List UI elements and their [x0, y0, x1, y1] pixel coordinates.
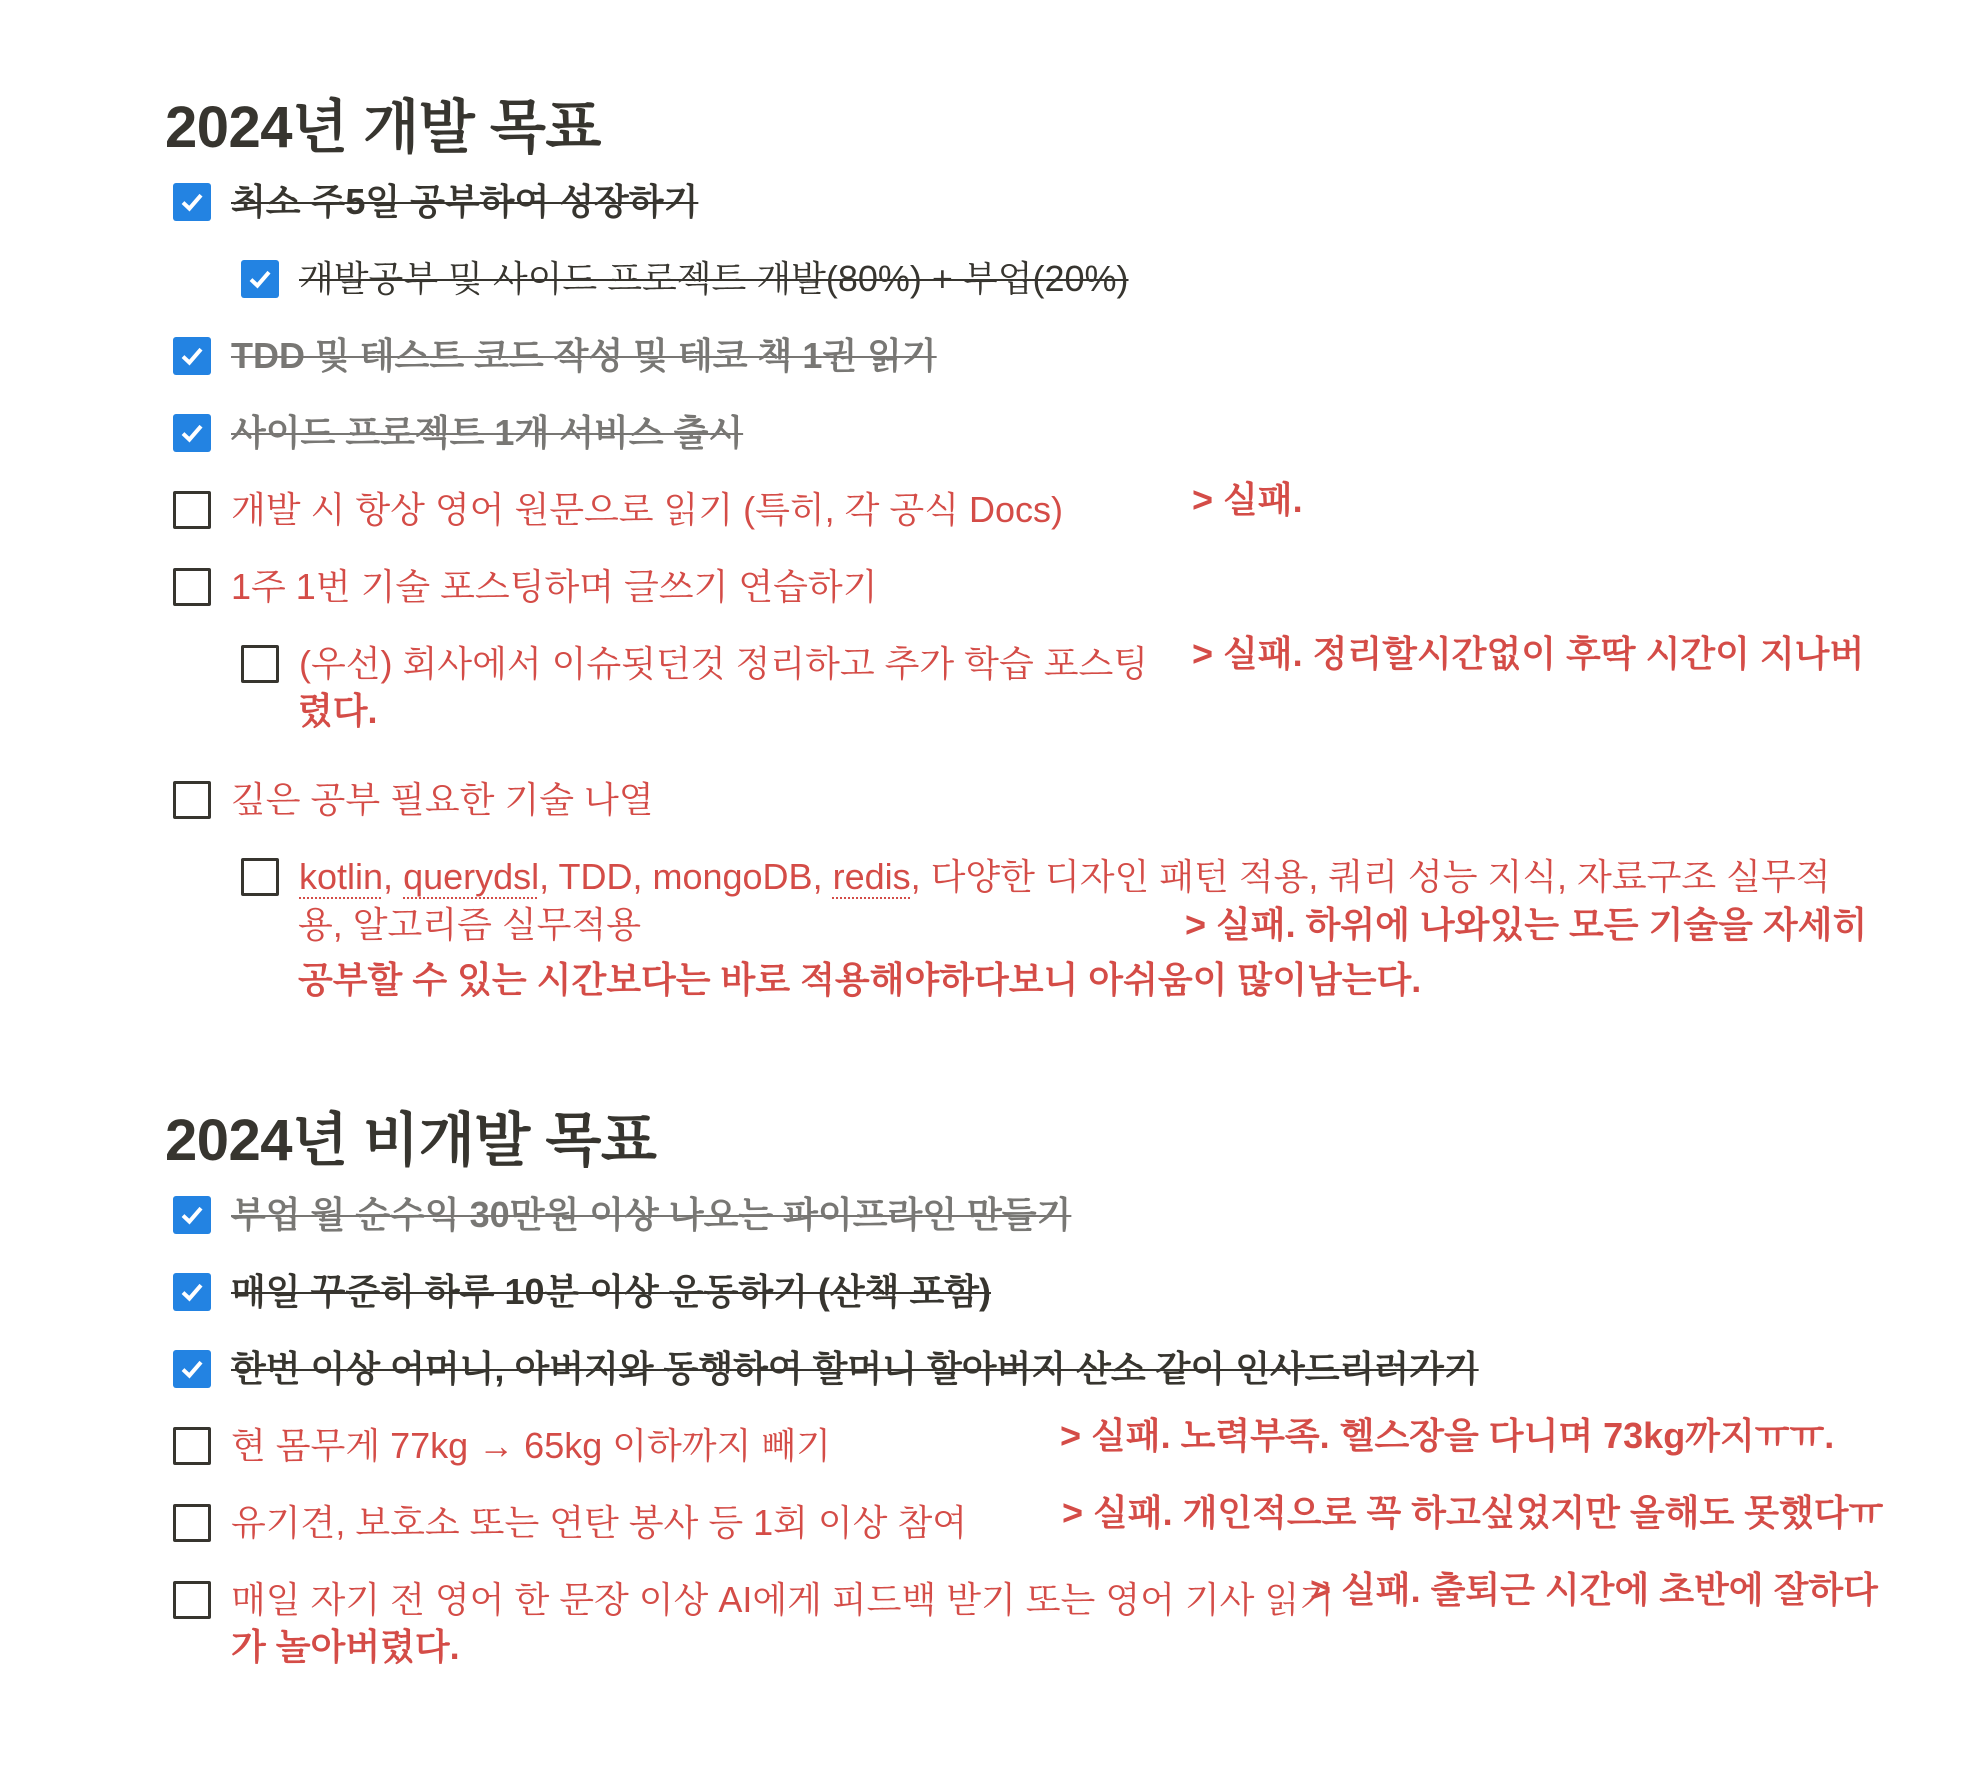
spellcheck-word[interactable]: kotlin [299, 856, 384, 897]
text-fragment: , 다양한 디자인 패턴 적용, 쿼리 성능 지식, 자료구조 실무적 [910, 856, 1831, 897]
spellcheck-word[interactable]: querydsl [403, 856, 540, 897]
fail-note: > 실패. 정리할시간없이 후딱 시간이 지나버 [1192, 633, 1865, 674]
todo-text: 사이드 프로젝트 1개 서비스 출시 [231, 412, 744, 453]
spellcheck-word[interactable]: redis [832, 856, 911, 897]
fail-note: > 실패. [1192, 479, 1303, 520]
checkbox-checked[interactable] [173, 183, 211, 221]
todo-text: 유기견, 보호소 또는 연탄 봉사 등 1회 이상 참여 [231, 1502, 968, 1543]
todo-item [241, 260, 1129, 308]
check-icon [178, 1278, 206, 1306]
todo-item [173, 183, 698, 231]
check-icon [178, 1355, 206, 1383]
checkbox-unchecked[interactable] [241, 645, 279, 683]
todo-text: 현 몸무게 77kg → 65kg 이하까지 빼기 [231, 1425, 831, 1466]
todo-text: (우선) 회사에서 이슈됫던것 정리하고 추가 학습 포스팅 [299, 643, 1149, 684]
todo-item [173, 1196, 1071, 1244]
text-fragment: , TDD, mongoDB, [539, 856, 833, 897]
checkbox-checked[interactable] [173, 1196, 211, 1234]
checkbox-unchecked[interactable] [173, 568, 211, 606]
fail-note-continued: 가 놀아버렸다. [231, 1626, 460, 1667]
todo-text: 1주 1번 기술 포스팅하며 글쓰기 연습하기 [231, 566, 878, 607]
todo-text: 개발 시 항상 영어 원문으로 읽기 (특히, 각 공식 Docs) [231, 489, 1063, 530]
checkbox-unchecked[interactable] [241, 858, 279, 896]
todo-item [173, 781, 654, 829]
todo-item [173, 568, 877, 616]
checkbox-unchecked[interactable] [173, 781, 211, 819]
todo-text: 최소 주5일 공부하여 성장하기 [231, 181, 699, 222]
checkbox-checked[interactable] [173, 337, 211, 375]
checkbox-checked[interactable] [241, 260, 279, 298]
todo-text: 깊은 공부 필요한 기술 나열 [231, 779, 654, 820]
todo-text: 부업 월 순수익 30만원 이상 나오는 파이프라인 만들기 [231, 1194, 1072, 1235]
todo-item [173, 1504, 967, 1552]
todo-item [173, 491, 1063, 539]
todo-text: 매일 자기 전 영어 한 문장 이상 AI에게 피드백 받기 또는 영어 기사 읽기 [231, 1579, 1334, 1620]
todo-text-continued: 용, 알고리즘 실무적용 [298, 904, 641, 945]
section-title-dev: 2024년 개발 목표 [165, 95, 601, 160]
checkbox-unchecked[interactable] [173, 1581, 211, 1619]
todo-text: 한번 이상 어머니, 아버지와 동행하여 할머니 할아버지 산소 같이 인사드리러가기 [231, 1348, 1479, 1389]
fail-note: > 실패. 하위에 나와있는 모든 기술을 자세히 [1185, 904, 1868, 945]
todo-item [173, 1427, 831, 1475]
fail-note: > 실패. 출퇴근 시간에 초반에 잘하다 [1310, 1569, 1878, 1610]
checkbox-unchecked[interactable] [173, 1504, 211, 1542]
checkbox-checked[interactable] [173, 1350, 211, 1388]
text-fragment: , [383, 856, 404, 897]
check-icon [178, 188, 206, 216]
todo-item [173, 1273, 991, 1321]
todo-item [173, 337, 937, 385]
checkbox-unchecked[interactable] [173, 1427, 211, 1465]
checkbox-unchecked[interactable] [173, 491, 211, 529]
checkbox-checked[interactable] [173, 414, 211, 452]
todo-item [173, 1350, 1479, 1398]
section-title-nondev: 2024년 비개발 목표 [165, 1108, 657, 1173]
fail-note: > 실패. 개인적으로 꼭 하고싶었지만 올해도 못했다ㅠ [1062, 1492, 1884, 1533]
todo-text: 개발공부 및 사이드 프로젝트 개발(80%) + 부업(20%) [299, 258, 1129, 299]
check-icon [246, 265, 274, 293]
fail-note: > 실패. 노력부족. 헬스장을 다니며 73kg까지ㅠㅠ. [1060, 1415, 1835, 1456]
todo-text: TDD 및 테스트 코드 작성 및 테코 책 1권 읽기 [231, 335, 937, 376]
checkbox-checked[interactable] [173, 1273, 211, 1311]
fail-note-continued: 공부할 수 있는 시간보다는 바로 적용해야하다보니 아쉬움이 많이남는다. [298, 959, 1422, 1000]
check-icon [178, 342, 206, 370]
check-icon [178, 1201, 206, 1229]
todo-text: 매일 꾸준히 하루 10분 이상 운동하기 (산책 포함) [231, 1271, 992, 1312]
fail-note-continued: 렸다. [298, 690, 378, 731]
check-icon [178, 419, 206, 447]
todo-item [173, 414, 743, 462]
